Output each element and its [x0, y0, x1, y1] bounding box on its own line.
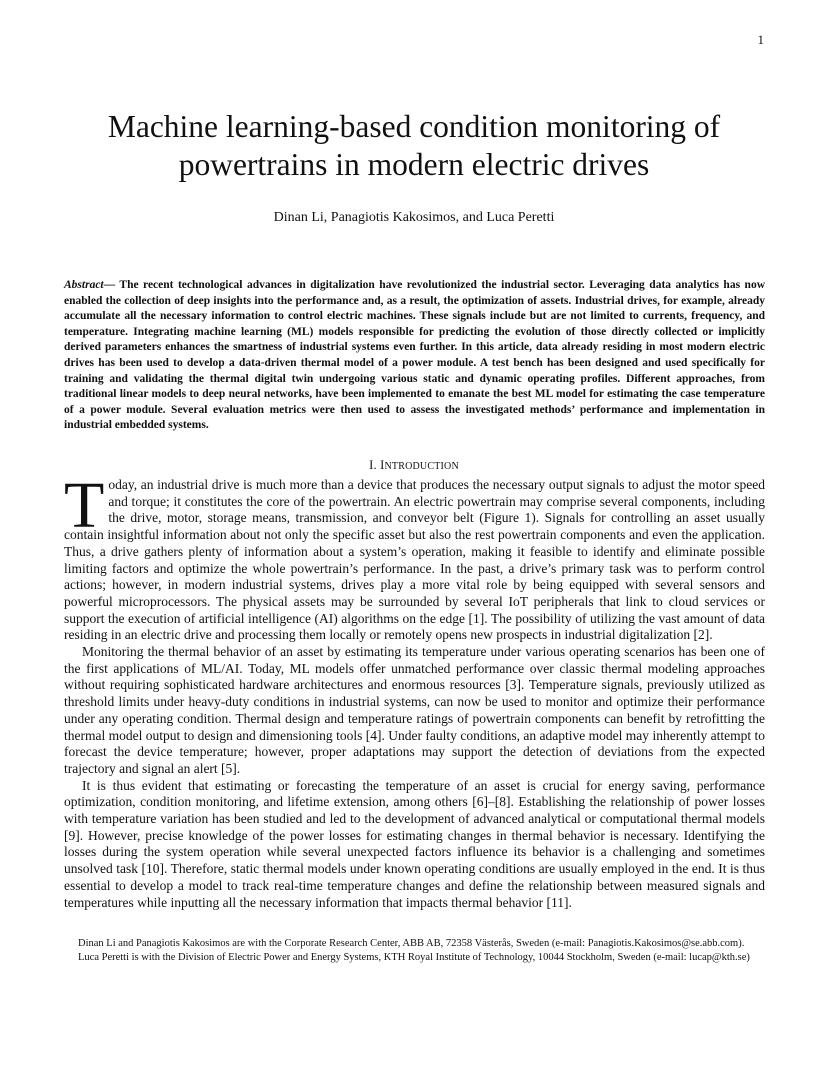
section-title: NTRODUCTION	[384, 461, 459, 472]
footnote-1: Dinan Li and Panagiotis Kakosimos are with the Corporate Research Center, ABB AB, 72358 Västerås, Sweden (e-mail: Panagiotis.Kakosimos@se.abb.com).	[78, 938, 745, 949]
section-number: I. I	[369, 458, 385, 472]
footnotes	[64, 937, 765, 964]
paragraph-3: It is thus evident that estimating or forecasting the temperature of an asset is crucial for energy saving, performance optimization, condition monitoring, and lifetime extension, among others [6]–[8]. Establishing the relationship of power losses with temperature variation has been studied and led to the development of advanced analytical or computational thermal models [9]. However, precise knowledge of the power losses for estimating changes in thermal behavior is necessary. Identifying the losses during the system operation while several unexpected factors influence its behavior is a challenging and sometimes unsolved task [10]. Therefore, static thermal models under known operating conditions are usually employed in the end. It is thus essential to develop a model to track real-time temperature changes and define the relationship between measured signals and temperatures while inputting all the necessary information that impacts thermal behavior [11].	[64, 777, 765, 910]
title-line-2: powertrains in modern electric drives	[178, 147, 650, 182]
abstract-text: — The recent technological advances in digitalization have revolutionized the industrial sector. Leveraging data analytics has now enabled the collection of deep insights into the performance and, as a result, the optimization of assets. Industrial drives, for example, already accumulate all the necessary information to control electric machines. These signals include but are not limited to currents, frequency, and temperature. Integrating machine learning (ML) models responsible for predicting the evolution of those directly collected or implicitly derived parameters enhances the smartness of industrial systems even further. In this article, data already residing in most modern electric drives has been used to develop a data-driven thermal model of a power module. A test bench has been designed and used specifically for training and validating the thermal digital twin undergoing various static and dynamic operating profiles. Different approaches, from traditional linear models to deep neural networks, have been implemented to emanate the best ML model for estimating the case temperature of a power module. Several evaluation metrics were then used to assess the investigated methods’ performance and implementation in industrial embedded systems.	[64, 279, 765, 432]
paper-title	[64, 108, 764, 184]
section-heading-introduction	[64, 458, 764, 473]
paragraph-1	[64, 469, 765, 644]
abstract	[64, 278, 765, 434]
body-text	[64, 469, 765, 911]
paragraph-1-text: oday, an industrial drive is much more than a device that produces the necessary output signals to adjust the motor speed and torque; it constitutes the core of the powertrain. An electric powertrain may comprise several components, including the drive, motor, storage means, transmission, and conveyor belt (Figure 1). Signals for controlling an asset usually contain insightful information about not only the specific asset but also the rest powertrain components and even the application. Thus, a drive gathers plenty of information about a system’s operation, making it feasible to identify and eliminate possible limiting factors and optimize the whole powertrain’s performance. In the past, a drive’s primary task was to perform control actions; however, in modern industrial systems, drives play a more vital role by being equipped with several sensors and powerful microprocessors. The physical assets may be surrounded by several IoT peripherals that link to cloud services or support the execution of artificial intelligence (AI) algorithms on the edge [1]. The possibility of utilizing the vast amount of data residing in an electric drive and processing them locally or remotely opens new prospects in industrial digitalization [2].	[64, 477, 765, 643]
title-line-1: Machine learning-based condition monitoring of	[107, 109, 721, 144]
author-list: Dinan Li, Panagiotis Kakosimos, and Luca Peretti	[273, 210, 555, 225]
paragraph-2: Monitoring the thermal behavior of an asset by estimating its temperature under various operating scenarios has been one of the first applications of ML/AI. Today, ML models offer unmatched performance over classic thermal modeling approaches without requiring sophisticated hardware architectures and enormous resources [3]. Temperature signals, previously utilized as threshold limits under heavy-duty conditions in industrial systems, can now be used to monitor and optimize their performance under any operating condition. Thermal design and temperature ratings of powertrain components can benefit by retrofitting the thermal model output to design and dimensioning tools [4]. Under faulty conditions, an adaptive model may inherently attempt to forecast the device temperature; however, proper adaptations may support the detection of deviations from the expected trajectory and signal an alert [5].	[64, 644, 765, 776]
abstract-label: Abstract	[64, 279, 104, 291]
footnote-2: Luca Peretti is with the Division of Electric Power and Energy Systems, KTH Royal Institute of Technology, 10044 Stockholm, Sweden (e-mail: lucap@kth.se)	[78, 951, 750, 963]
drop-cap: T	[64, 469, 105, 542]
page-number: 1	[757, 32, 764, 47]
